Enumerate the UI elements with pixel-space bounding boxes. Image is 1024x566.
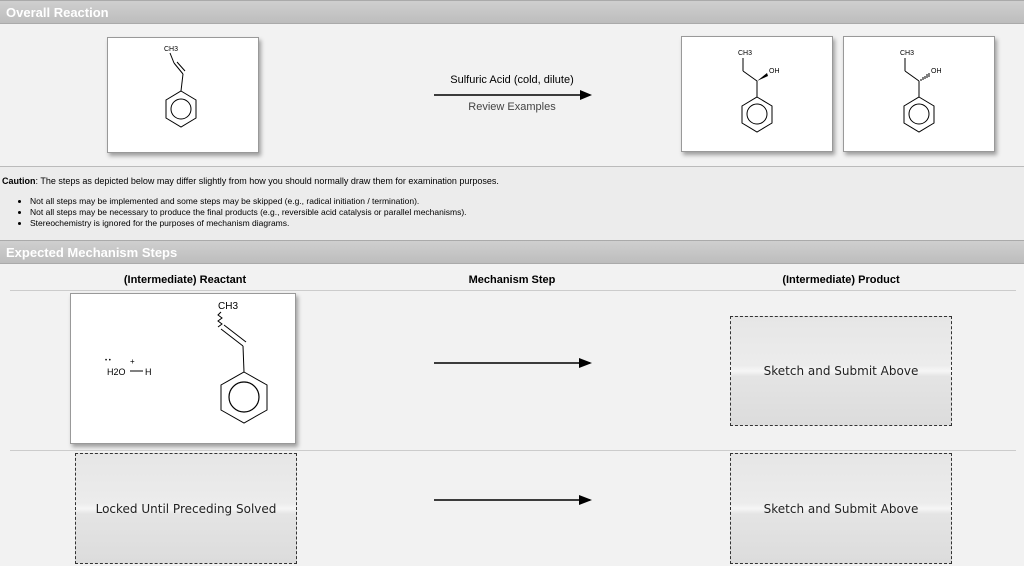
row1-product-sketch-box[interactable] [730,316,952,426]
oh-label: OH [931,68,942,75]
caution-notes [14,196,467,229]
product-card-1 [681,36,833,152]
row1-reactant-structure [71,294,295,443]
row1-product-text: Sketch and Submit Above [763,364,919,378]
row1-mechanism-arrow [432,355,594,371]
caution-label: Caution [2,176,36,186]
row1-reactant-card[interactable] [70,293,296,444]
review-examples-link[interactable]: Review Examples [468,101,556,113]
row2-reactant-locked-box [75,453,297,564]
mechanism-steps-header [0,240,1024,264]
row2-mechanism-arrow [432,492,594,508]
h2o-label: H2O [107,367,126,377]
product-1-structure [682,37,832,151]
positive-charge: + [130,357,135,366]
ch3-label: CH3 [900,50,915,57]
column-header-reactant: (Intermediate) Reactant [123,274,247,286]
overall-reaction-header [0,0,1024,24]
ch3-label: CH3 [164,46,179,53]
row2-product-sketch-box[interactable] [730,453,952,564]
mechanism-steps-title: Expected Mechanism Steps [6,245,178,260]
lone-pair-dots: • • [105,358,111,364]
row2-product-text: Sketch and Submit Above [763,501,919,516]
product-card-2 [843,36,995,152]
reaction-arrow [432,88,594,102]
list-item: • Not all steps may be implemented and some steps may be skipped (e.g., radical initiation / termination). [30,196,467,207]
starting-material-card [107,37,259,153]
ch3-label: CH3 [738,50,753,57]
starting-material-structure [108,38,258,152]
row2-reactant-text: Locked Until Preceding Solved [95,501,277,516]
list-item: • Stereochemistry is ignored for the purposes of mechanism diagrams. [30,218,467,229]
row-divider [10,450,1016,451]
oh-label: OH [769,68,780,75]
header-divider [10,290,1016,291]
overall-reaction-title: Overall Reaction [6,5,109,20]
list-item: • Not all steps may be necessary to produce the final products (e.g., reversible acid catalysis or parallel mechanisms). [30,207,467,218]
column-header-product: (Intermediate) Product [782,274,900,286]
h-label: H [145,367,152,377]
caution-message: : The steps as depicted below may differ slightly from how you should normally draw them for examination purposes. [35,176,499,186]
ch3-label: CH3 [218,301,239,312]
caution-text [2,176,499,186]
product-2-structure [844,37,994,151]
column-header-step: Mechanism Step [468,274,556,286]
reagent-label: Sulfuric Acid (cold, dilute) [450,74,574,86]
